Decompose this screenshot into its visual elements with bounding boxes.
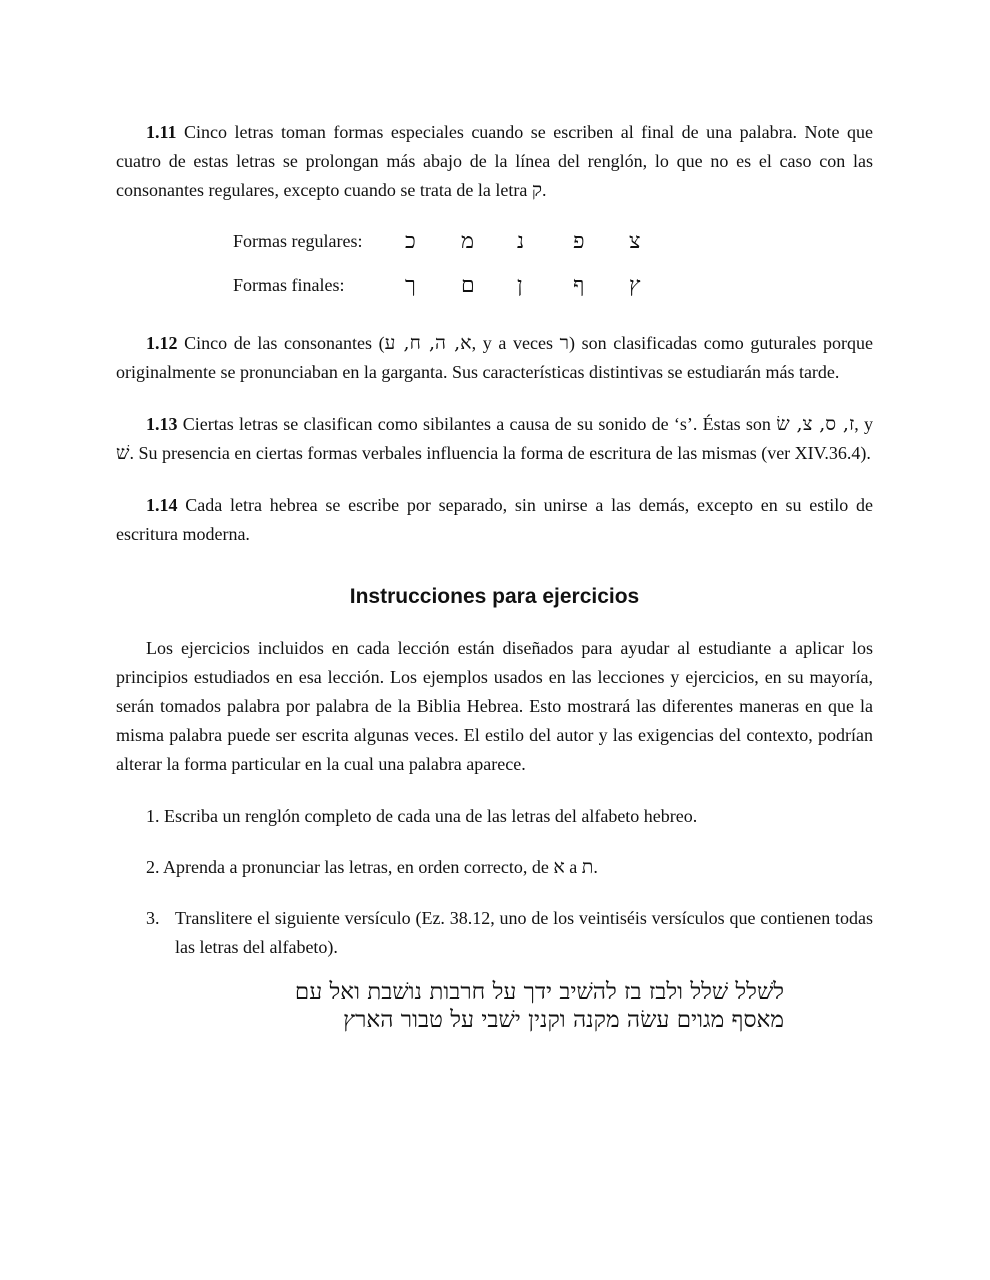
hebrew-letter: ן — [517, 273, 523, 298]
verse-line: מאסף מגוים עשׂה מקנה וקנין ישׁבי על טבור הארץ — [343, 1007, 784, 1033]
hebrew-letter: נ — [517, 229, 525, 254]
hebrew-letter: ך — [405, 273, 416, 298]
page — [116, 118, 873, 1034]
section-heading: Instrucciones para ejercicios — [349, 585, 640, 608]
section-number: 1.11 — [146, 122, 177, 142]
hebrew-letter: פ — [573, 229, 585, 254]
hebrew-letters: א, ה, ח, ע — [384, 332, 472, 354]
exercise-item: 1. Escriba un renglón completo de cada una de las letras del alfabeto hebreo. — [146, 806, 698, 826]
letter-forms-table — [233, 219, 685, 307]
section-text: Cada letra hebrea se escribe por separado, sin unirse a las demás, excepto en su estilo de escritura moderna. — [116, 495, 873, 544]
section-text: Ciertas letras se clasifican como sibilantes a causa de su sonido de ‘s’. Éstas son — [182, 414, 771, 434]
exercise-list — [116, 802, 873, 962]
exercise-text: a — [569, 857, 578, 877]
section-text: . Su presencia en ciertas formas verbales influencia la forma de escritura de las mismas (ver XIV.36.4). — [129, 443, 871, 463]
punctuation: . — [593, 857, 598, 877]
section-text: Cinco de las consonantes ( — [184, 333, 385, 353]
final-forms-label: Formas finales: — [233, 274, 345, 295]
section-1-13 — [116, 410, 873, 468]
regular-forms-label: Formas regulares: — [233, 230, 363, 251]
section-number: 1.13 — [146, 414, 178, 434]
section-1-14 — [116, 491, 873, 549]
section-1-12 — [116, 329, 873, 387]
hebrew-letter: צ — [629, 229, 641, 254]
section-text: , y a veces — [471, 333, 553, 353]
hebrew-letters: ז, ס, צ, שׂ — [776, 413, 855, 435]
section-1-11 — [116, 118, 873, 205]
section-number: 1.14 — [146, 495, 178, 515]
hebrew-letter: כ — [405, 229, 416, 254]
exercise-item — [116, 853, 873, 882]
exercise-text: 2. Aprenda a pronunciar las letras, en orden correcto, de — [146, 857, 549, 877]
intro-paragraph: Los ejercicios incluidos en cada lección están diseñados para ayudar al estudiante a aplicar los principios estudiados en esa lección. Los ejemplos usados en las lecciones y ejercicios, en su mayoría, serán tomados palabra por palabra de la Biblia Hebrea. Esto mostrará las diferentes maneras en que la misma palabra puede ser escrita algunas veces. El estilo del autor y las exigencias del contexto, podrían alterar la forma particular en la cual una palabra aparece. — [116, 638, 873, 774]
exercise-item — [116, 904, 873, 962]
hebrew-letter: ף — [573, 273, 585, 298]
hebrew-letter: ק — [531, 179, 542, 201]
section-number: 1.12 — [146, 333, 178, 353]
section-text: ) son clasificadas como guturales porque originalmente se pronunciaban en la garganta. Sus características distintivas se estudiarán más tarde. — [116, 333, 874, 382]
hebrew-letter: ר — [559, 332, 569, 354]
section-text: Cinco letras toman formas especiales cuando se escriben al final de una palabra. Note que cuatro de estas letras se prolongan más abajo de la línea del renglón, lo que no es el caso con las consonantes regulares, excepto cuando se trata de la letra — [116, 122, 873, 200]
hebrew-letter: ץ — [629, 273, 641, 298]
punctuation: . — [541, 180, 547, 200]
exercise-text: Translitere el siguiente versículo (Ez. 38.12, uno de los veintiséis versículos que contienen todas las letras del alfabeto). — [175, 908, 873, 957]
hebrew-letter: מ — [461, 229, 475, 254]
hebrew-letter: ת — [581, 856, 594, 878]
regular-forms-row — [233, 219, 685, 263]
section-text: , y — [854, 414, 874, 434]
hebrew-letter: ם — [461, 273, 475, 298]
hebrew-letter: שׁ — [116, 442, 130, 464]
exercise-number: 3. — [146, 908, 160, 928]
hebrew-verse — [219, 978, 784, 1034]
final-forms-row — [233, 263, 685, 307]
hebrew-letter: א — [553, 856, 565, 878]
verse-line: לשׁלל שׁלל ולבז בז להשׁיב ידך על חרבות נושׁבת ואל עם — [294, 979, 784, 1005]
